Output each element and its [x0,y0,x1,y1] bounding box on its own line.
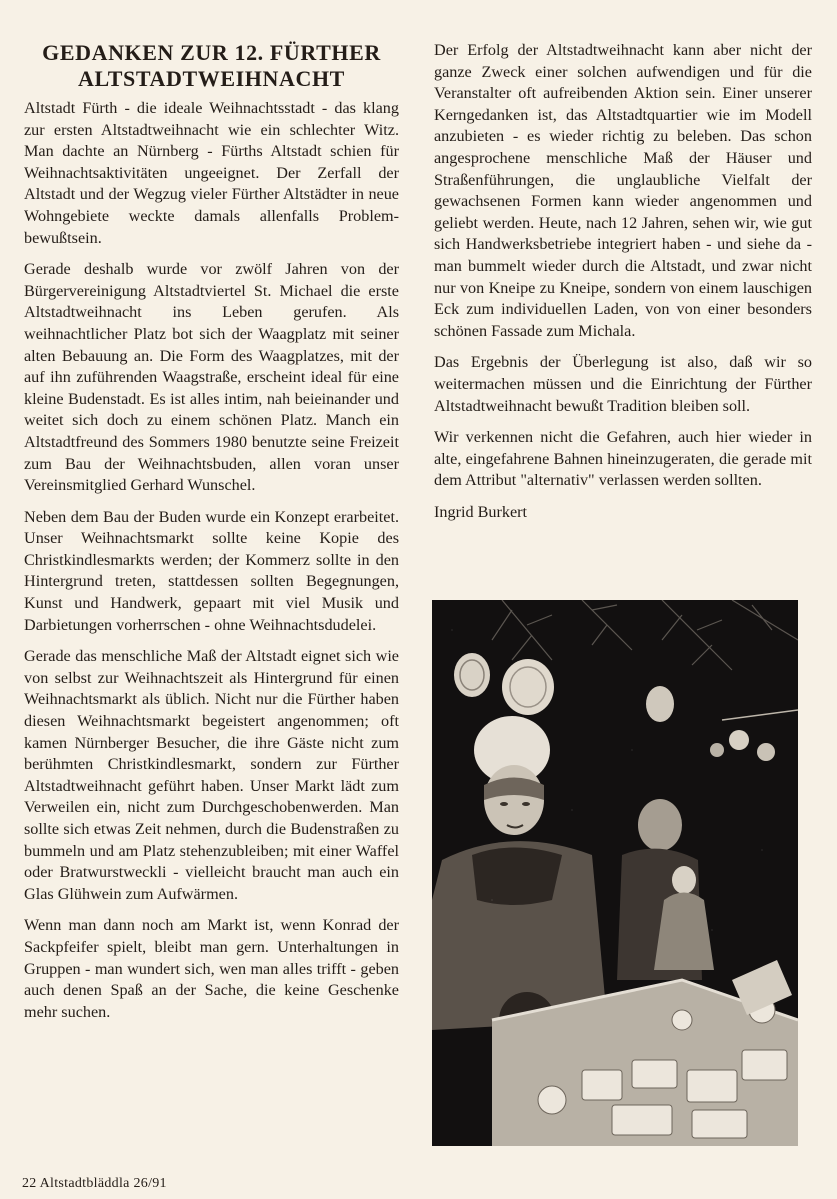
paragraph: Wenn man dann noch am Markt ist, wenn Konrad der Sackpfeifer spielt, bleibt man gern. Unterhaltungen in Gruppen - man wundert sich, wen man alles trifft - geben auch denen Spaß an der Sache, die keine Geschenke mehr suchen. [24,916,399,1021]
headline-line-1: GEDANKEN ZUR 12. FÜRTHER [42,40,381,65]
paragraph: Wir verkennen nicht die Gefahren, auch hier wieder in alte, eingefahrene Bahnen hineinzugeraten, die gerade mit dem Attribut "alternativ" verlassen werden sollten. [434,428,812,490]
headline-line-2: ALTSTADTWEIHNACHT [78,66,345,91]
author-name: Ingrid Burkert [434,502,528,521]
right-column [434,40,812,523]
paragraph: Gerade das menschliche Maß der Altstadt eignet sich wie von selbst zur Weihnachtszeit als Hintergrund für einen Weihnachtsmarkt als üblich. Nicht nur die Fürther haben diesen Weihnachtsmarkt begeistert angenommen; oft kamen Nürnberger Besucher, die ihre Gäste nicht zum berühmten Christkindlesmarkt, sondern zur Fürther Altstadtweihnacht geführt haben. Unser Markt lädt zum Verweilen ein, nicht zum Durchgeschobenwerden. Man sollte sich etwas Zeit nehmen, durch die Budenstraßen zu bummeln und am Platz stehenzubleiben; mit einer Waffel oder Bratwurstweckli - vielleicht braucht man auch ein Glas Glühwein zum Aufwärmen. [24,647,399,903]
page-footer: 22 Altstadtbläddla 26/91 [22,1176,167,1191]
left-column [24,40,399,1033]
paragraph: Der Erfolg der Altstadtweihnacht kann aber nicht der ganze Zweck einer solchen aufwendigen und für die Veranstalter oft aufreibenden Aktion sein. Einer unserer Kerngedanken ist, das Altstadtquartier wie im Modell anzubieten - es wieder richtig zu beleben. Das schon angesprochene menschliche Maß der Häuser und Straßenführungen, die unglaubliche Vielfalt der gewachsenen Formen kann wieder angenommen und geliebt werden. Heute, nach 12 Jahren, sehen wir, wie gut sich Handwerksbetriebe integriert haben - und siehe da - man bummelt wieder durch die Altstadt, und zwar nicht nur von Kneipe zu Kneipe, sondern von einem lauschigen Eck zum individuellen Laden, von von einer besonders schönen Fassade zum Michala. [434,41,812,340]
paragraph: Das Ergebnis der Überlegung ist also, daß wir so weitermachen müssen und die Einrichtung der Fürther Altstadtweihnacht bewußt Tradition bleiben soll. [434,353,812,415]
paragraph: Neben dem Bau der Buden wurde ein Konzept erarbeitet. Unser Weihnachtsmarkt sollte keine Kopie des Christkindlesmarkts werden; der Kommerz sollte in den Hintergrund treten, stattdessen sollten Begegnungen, Kunst und Handwerk, gepaart mit viel Musik und Darbietungen vorherrschen - ohne Weihnachtsdudelei. [24,507,399,634]
paragraph: Altstadt Fürth - die ideale Weihnachtsstadt - das klang zur ersten Altstadtweihnacht wie ein schlechter Witz. Man dachte an Nürnberg - Fürths Altstadt schien für Weihnachtsaktivitäten ungeeignet. Der Zerfall der Altstadt und der Wegzug vieler Fürther Altstädter in neue Wohngebiete weckte damals allenfalls Problembewußtsein. [24,99,399,247]
christmas-market-photo [432,600,798,1146]
article-headline [24,40,399,92]
paragraph: Gerade deshalb wurde vor zwölf Jahren von der Bürgervereinigung Altstadtviertel St. Michael die erste Altstadtweihnacht ins Leben gerufen. Als weihnachtlicher Platz bot sich der Waagplatz mit seiner alten Bebauung an. Die Form des Waagplatzes, mit der auf ihn zuführenden Waagstraße, erscheint ideal für eine kleine Budenstadt. Es ist alles intim, nah beieinander und weitet sich doch zu einem schönen Platz. Manch ein Altstadtfreund des Sommers 1980 benutzte seine Freizeit zum Bau der Weihnachtsbuden, allen voran unser Vereinsmitglied Gerhard Wunschel. [24,260,399,495]
